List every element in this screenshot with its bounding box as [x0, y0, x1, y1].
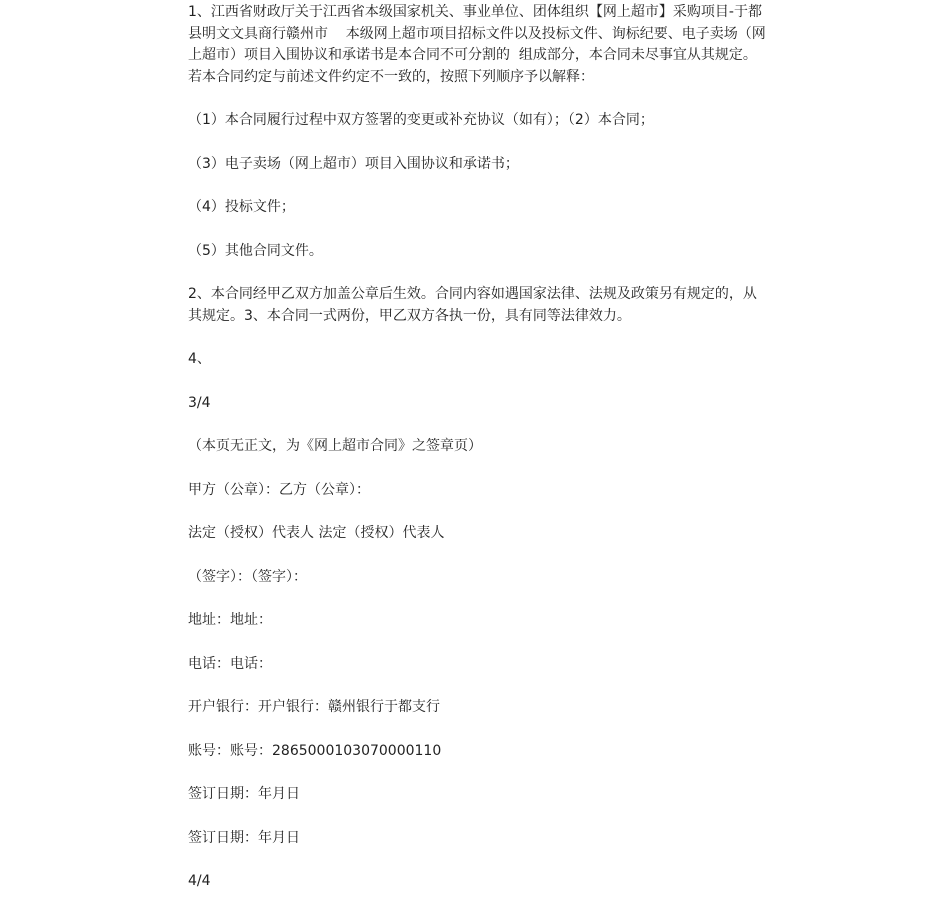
signature-line: （签字）：（签字）： [188, 568, 307, 585]
sign-date-line: 签订日期：年月日 [188, 829, 300, 846]
sign-date-line: 签订日期：年月日 [188, 786, 300, 802]
account-line: 账号：账号：2865000103070000110 [188, 742, 442, 759]
page-number: 4/4 [188, 873, 211, 889]
representative-line: 法定（授权）代表人 法定（授权）代表人 [188, 525, 445, 541]
order-item-5: （5）其他合同文件。 [188, 242, 323, 259]
order-item-1-2: （1）本合同履行过程中双方签署的变更或补充协议（如有）；（2）本合同； [188, 112, 654, 128]
address-line: 地址：地址： [188, 612, 272, 628]
bank-line: 开户银行：开户银行：赣州银行于都支行 [188, 699, 440, 715]
order-item-3: （3）电子卖场（网上超市）项目入围协议和承诺书； [188, 155, 519, 172]
order-item-4: （4）投标文件； [188, 199, 295, 215]
document-body [188, 2, 766, 893]
clause-4-text: 4、 [188, 351, 211, 367]
phone-line: 电话：电话： [188, 655, 272, 672]
clause-1-text: 1、江西省财政厅关于江西省本级国家机关、事业单位、团体组织【网上超市】采购项目-于都县明文文具商行赣州市 本级网上超市项目招标文件以及投标文件、询标纪要、电子卖场（网上超市）项目入围协议和承诺书是本合同不可分割的 组成部分，本合同未尽事宜从其规定。若本合同约定与前述文件约定不一致的，按照下列顺序予以解释： [188, 4, 766, 85]
clause-2-3-text: 2、本合同经甲乙双方加盖公章后生效。合同内容如遇国家法律、法规及政策另有规定的，从其规定。3、本合同一式两份，甲乙双方各执一份，具有同等法律效力。 [188, 286, 757, 324]
signature-page-note: （本页无正文，为《网上超市合同》之签章页） [188, 438, 482, 454]
party-seal-line: 甲方（公章）：乙方（公章）： [188, 481, 370, 498]
page-number: 3/4 [188, 394, 211, 411]
